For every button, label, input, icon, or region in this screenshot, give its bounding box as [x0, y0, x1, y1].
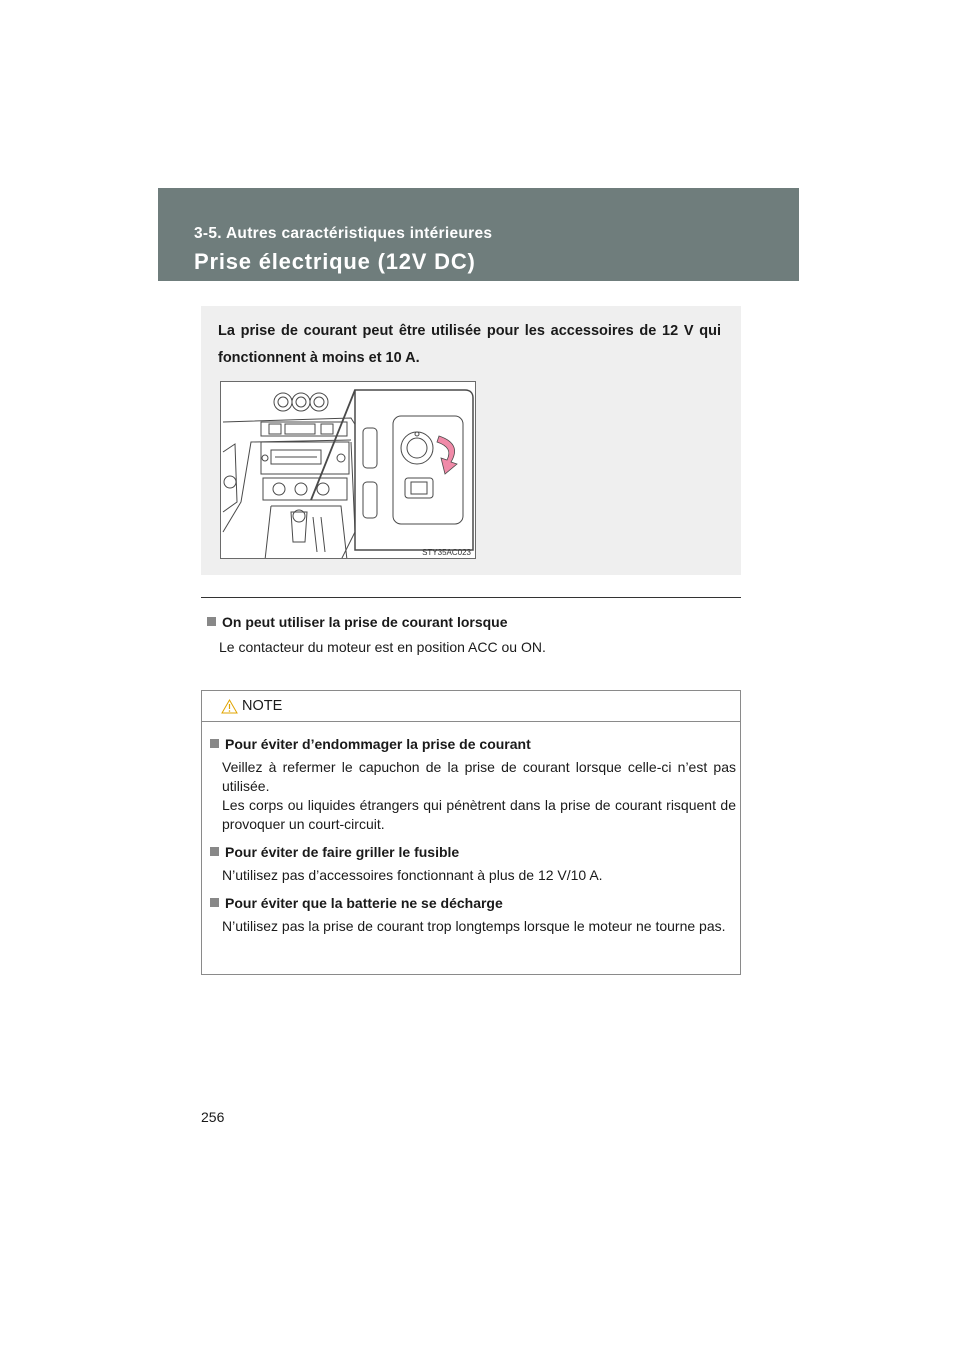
- square-bullet-icon: [210, 898, 219, 907]
- section-header: [158, 188, 799, 281]
- note-item-body: Veillez à refermer le capuchon de la prise de courant lorsque celle-ci n’est pas utilisée. Les corps ou liquides étrangers qui pénètrent dans la prise de courant risquent de provoquer un court-circuit.: [222, 759, 736, 832]
- page-number: 256: [201, 1109, 225, 1125]
- square-bullet-icon: [207, 617, 216, 626]
- square-bullet-icon: [210, 847, 219, 856]
- note-item-heading: Pour éviter d’endommager la prise de courant: [210, 736, 736, 752]
- intro-text: La prise de courant peut être utilisée pour les accessoires de 12 V qui fonctionnent à moins et 10 A.: [218, 323, 721, 366]
- note-items: [210, 736, 736, 946]
- note-header: [202, 691, 740, 722]
- section-divider: [201, 597, 741, 598]
- power-outlet-illustration: [220, 381, 476, 559]
- note-item-heading: Pour éviter que la batterie ne se décharge: [210, 895, 736, 911]
- note-item: [210, 844, 736, 885]
- note-item: [210, 895, 736, 936]
- note-item-body: N’utilisez pas d’accessoires fonctionnant à plus de 12 V/10 A.: [222, 867, 603, 883]
- dashboard-drawing: [221, 382, 476, 559]
- square-bullet-icon: [210, 739, 219, 748]
- note-box: [201, 690, 741, 975]
- note-label: NOTE: [242, 698, 283, 714]
- intro-box: [201, 306, 741, 575]
- figure-code: STY35AC023: [422, 548, 471, 557]
- warning-triangle-icon: [221, 699, 238, 714]
- info-body: Le contacteur du moteur est en position ACC ou ON.: [219, 639, 546, 655]
- note-item: [210, 736, 736, 834]
- note-item-body: N’utilisez pas la prise de courant trop longtemps lorsque le moteur ne tourne pas.: [222, 918, 726, 934]
- section-label: 3-5. Autres caractéristiques intérieures: [194, 225, 493, 242]
- info-section: [207, 614, 741, 657]
- page-title: Prise électrique (12V DC): [194, 249, 476, 274]
- info-heading: On peut utiliser la prise de courant lorsque: [207, 614, 741, 630]
- note-item-heading: Pour éviter de faire griller le fusible: [210, 844, 736, 860]
